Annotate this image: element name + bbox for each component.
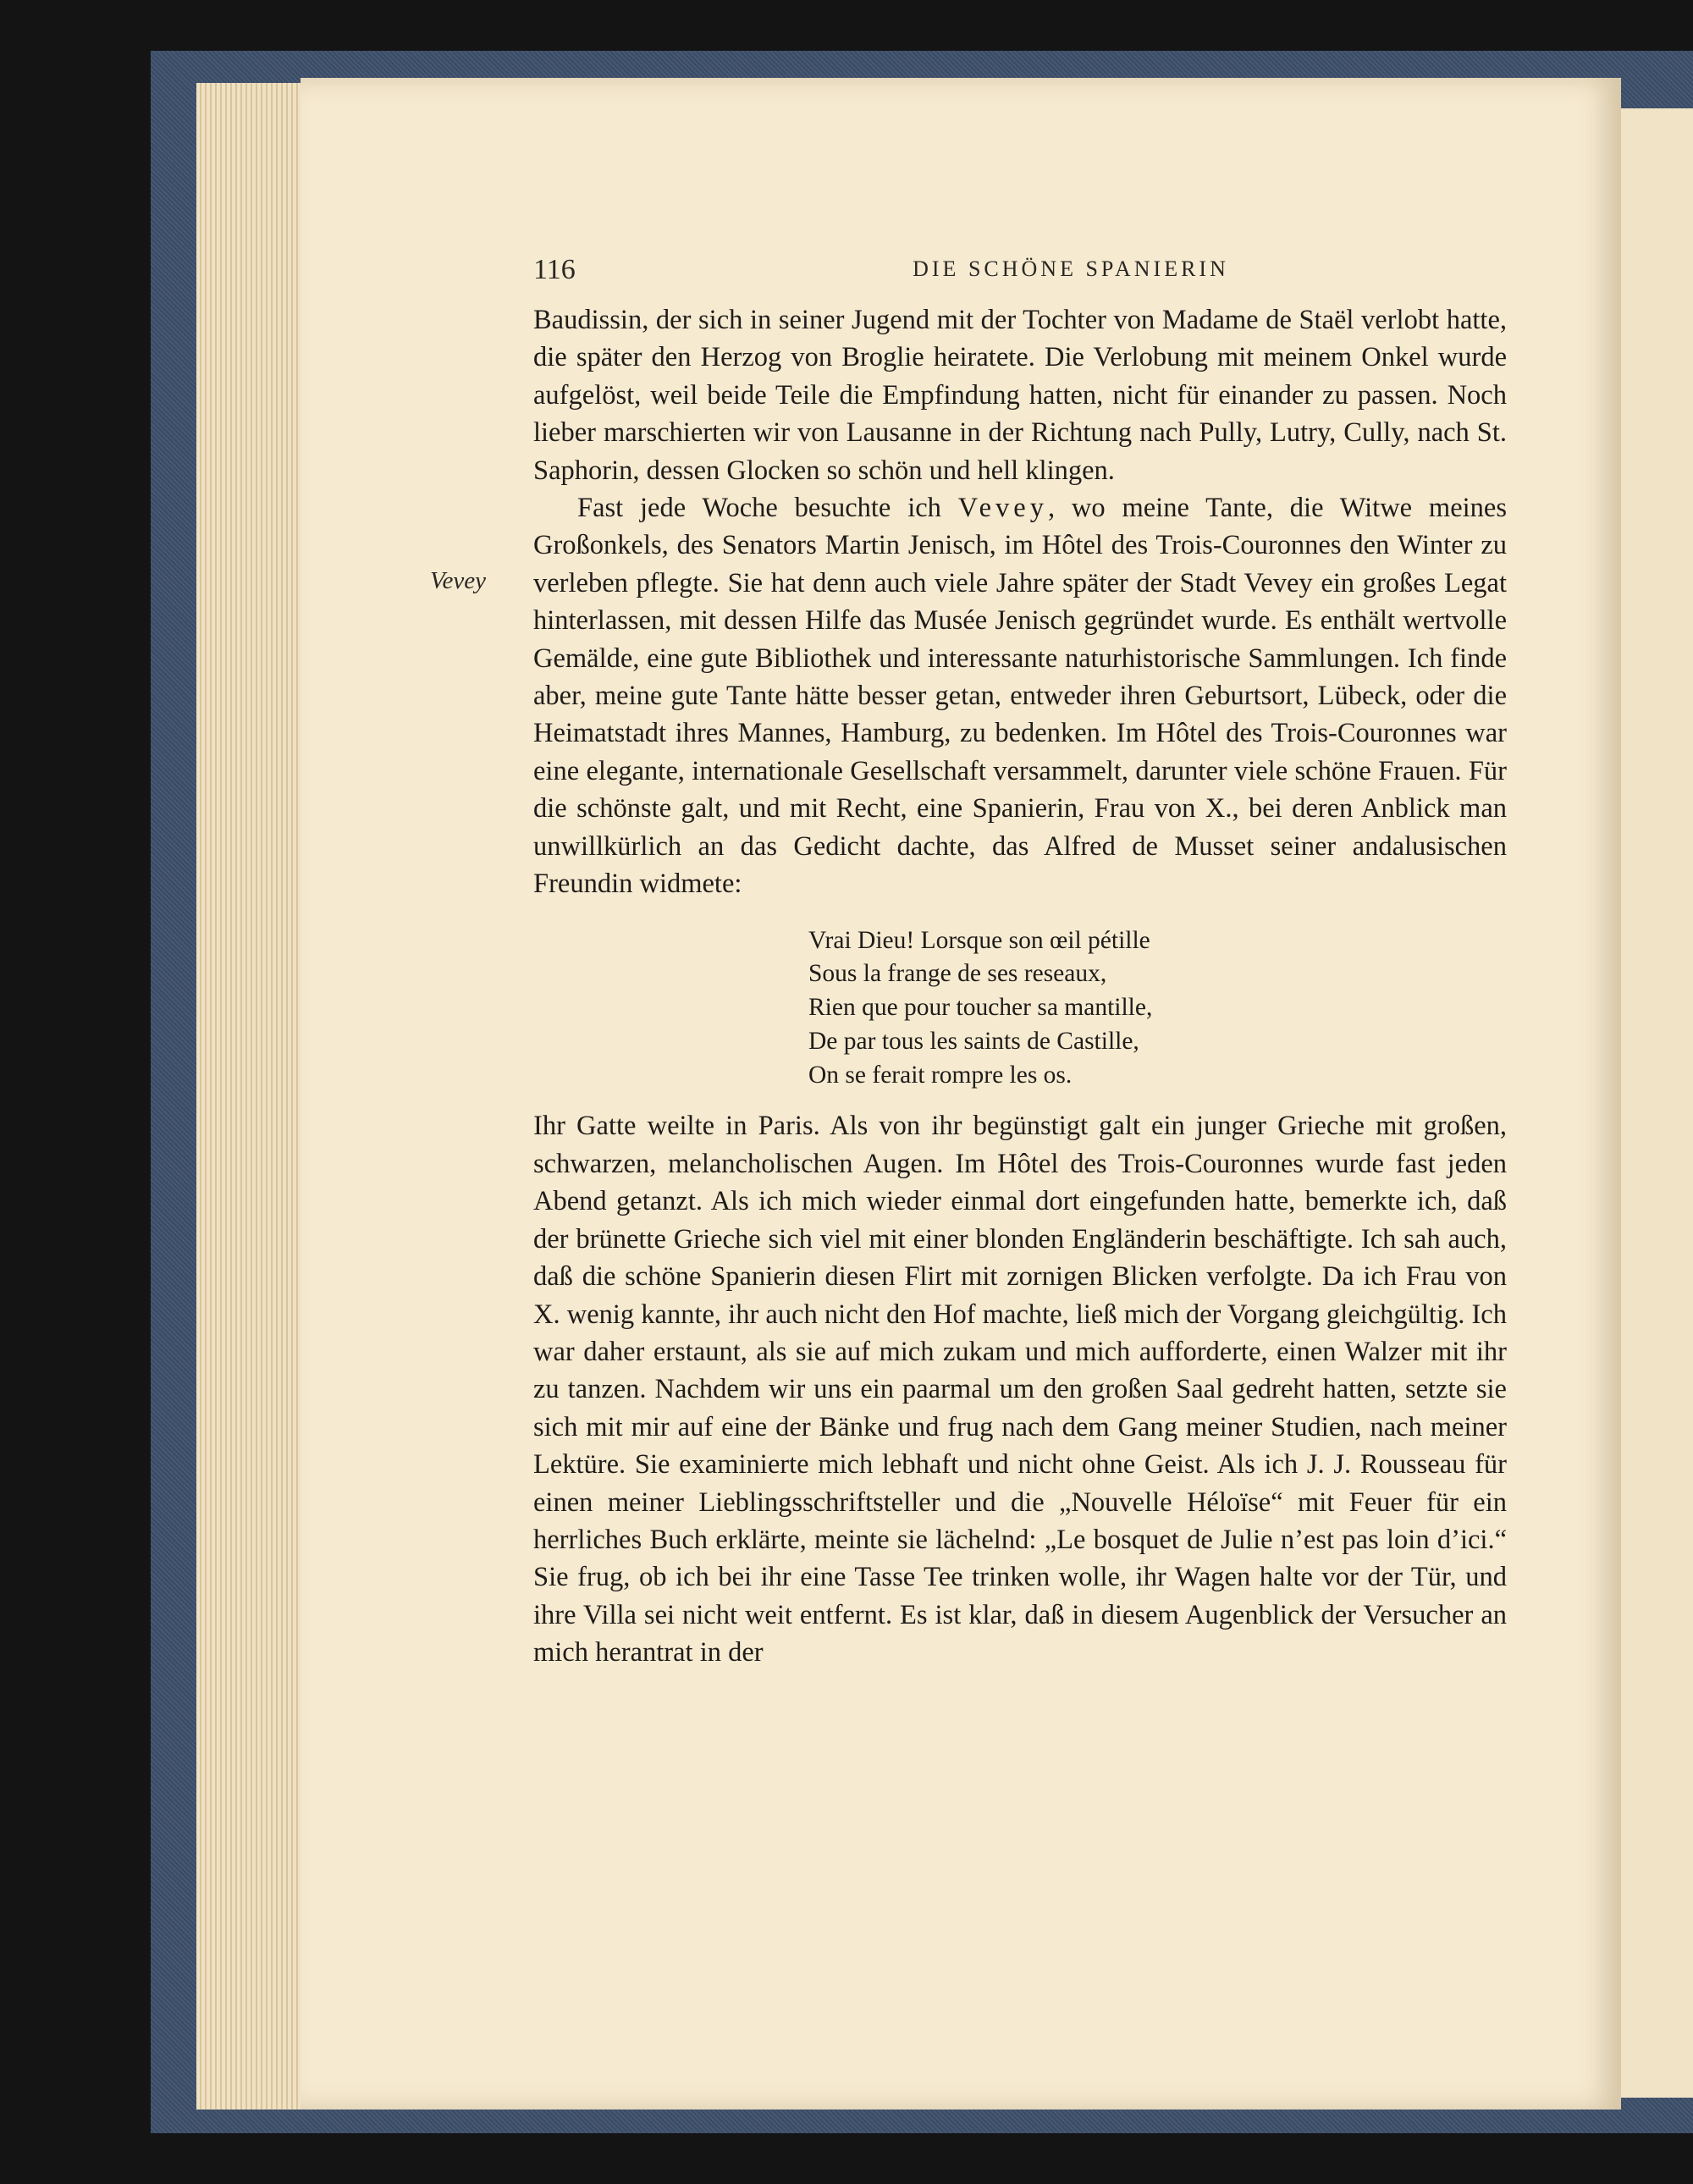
poem-line: Vrai Dieu! Lorsque son œil pétille bbox=[808, 926, 1150, 954]
poem-line: On se ferait rompre les os. bbox=[808, 1061, 1073, 1089]
poem-line: Sous la frange de ses reseaux, bbox=[808, 960, 1107, 988]
margin-note: Vevey bbox=[430, 567, 486, 594]
spaced-word-vevey: Vevey bbox=[957, 493, 1048, 524]
paragraph-3: Ihr Gatte weilte in Paris. Als von ihr begünstigt galt ein junger Grieche mit großen, schwarzen, melancholischen Augen. Im Hôtel des Trois-Couronnes wurde fast jeden Abend getanzt. Als ich mich wieder einmal dort eingefunden hatte, bemerkte ich, daß der brünette Grieche sich viel mit einer blonden Engländerin beschäftigte. Ich sah auch, daß die schöne Spanierin diesen Flirt mit zornigen Blicken verfolgte. Da ich Frau von X. wenig kannte, ihr auch nicht den Hof machte, ließ mich der Vorgang gleichgültig. Ich war daher erstaunt, als sie auf mich zukam und mich aufforderte, einen Walzer mit ihr zu tanzen. Nachdem wir uns ein paarmal um den großen Saal gedreht hatten, setzte sie sich mit mir auf eine der Bänke und frug nach dem Gang meiner Studien, nach meiner Lektüre. Sie examinierte mich lebhaft und nicht ohne Geist. Als ich J. J. Rousseau für einen meiner Lieblingsschriftsteller und die „Nouvelle Héloïse“ mit Feuer für ein herrliches Buch erklärte, meinte sie lächelnd: „Le bosquet de Julie n’est pas loin d’ici.“ Sie frug, ob ich bei ihr eine Tasse Tee trinken wolle, ihr Wagen halte vor der Tür, und ihre Villa sei nicht weit entfernt. Es ist klar, daß in diesem Augenblick der Versucher an mich herantrat in der bbox=[533, 1111, 1507, 1668]
running-title: DIE SCHÖNE SPANIERIN bbox=[913, 256, 1229, 281]
paragraph-2-start: Fast jede Woche besuchte ich bbox=[577, 493, 958, 524]
paragraph-2 bbox=[533, 489, 1507, 902]
paragraph-1: Baudissin, der sich in seiner Jugend mit der Tochter von Madame de Staël verlobt hatte, die später den Herzog von Broglie heiratete. Die Verlobung mit meinem Onkel wurde aufgelöst, weil beide Teile die Empfindung hatten, nicht für einander zu passen. Noch lieber marschierten wir von Lausanne in der Richtung nach Pully, Lutry, Cully, nach St. Saphorin, dessen Glocken so schön und hell klingen. bbox=[533, 305, 1507, 486]
facing-page-edge bbox=[1613, 108, 1693, 2098]
body-text bbox=[533, 301, 1507, 1672]
poem-line: De par tous les saints de Castille, bbox=[808, 1027, 1139, 1055]
poem-line: Rien que pour toucher sa mantille, bbox=[808, 994, 1153, 1022]
page-number: 116 bbox=[533, 254, 576, 285]
paragraph-2-rest: , wo meine Tante, die Witwe meines Großonkels, des Senators Martin Jenisch, im Hôtel des Trois-Couronnes den Winter zu verleben pflegte. Sie hat denn auch viele Jahre später der Stadt Vevey ein großes Legat hinterlassen, mit dessen Hilfe das Musée Jenisch gegründet wurde. Es enthält wertvolle Gemälde, eine gute Bibliothek und interessante naturhistorische Sammlungen. Ich finde aber, meine gute Tante hätte besser getan, entweder ihren Geburtsort, Lübeck, oder die Heimatstadt ihres Mannes, Hamburg, zu bedenken. Im Hôtel des Trois-Couronnes war eine elegante, internationale Gesellschaft versammelt, darunter viele schöne Frauen. Für die schönste galt, und mit Recht, eine Spanierin, Frau von X., bei deren Anblick man unwillkürlich an das Gedicht dachte, das Alfred de Musset seiner andalusischen Freundin widmete: bbox=[533, 493, 1507, 900]
poem bbox=[808, 924, 1507, 1093]
running-head bbox=[533, 254, 1507, 291]
